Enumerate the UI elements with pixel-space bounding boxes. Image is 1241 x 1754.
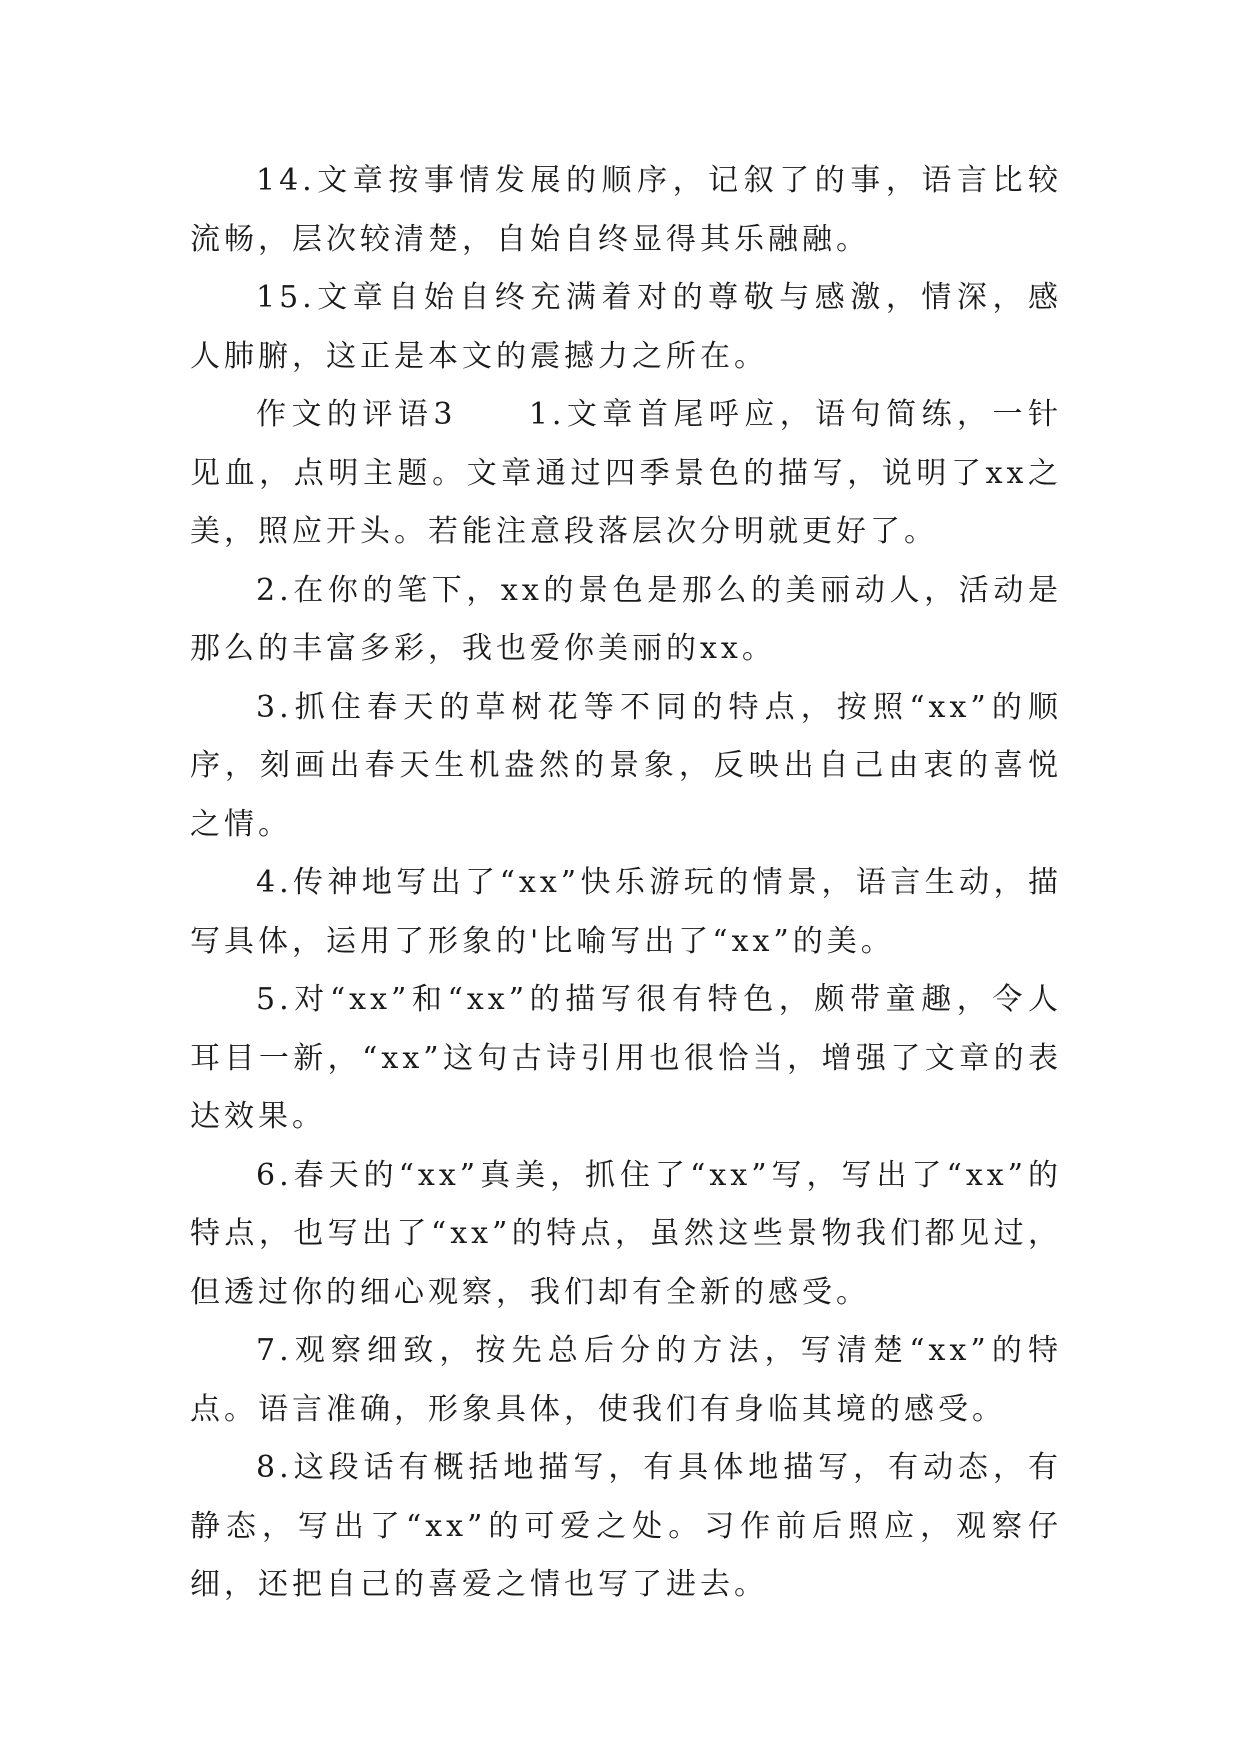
- document-body: [190, 152, 1062, 1615]
- paragraph-comment-7: 7.观察细致，按先总后分的方法，写清楚“xx”的特点。语言准确，形象具体，使我们有身临其境的感受。: [190, 1333, 1062, 1427]
- paragraph-section-3-comment-1: 作文的评语3 1.文章首尾呼应，语句简练，一针见血，点明主题。文章通过四季景色的描写，说明了xx之美，照应开头。若能注意段落层次分明就更好了。: [190, 397, 1062, 549]
- paragraph-comment-14: 14.文章按事情发展的顺序，记叙了的事，语言比较流畅，层次较清楚，自始自终显得其乐融融。: [190, 163, 1062, 257]
- paragraph-comment-15: 15.文章自始自终充满着对的尊敬与感激，情深，感人肺腑，这正是本文的震撼力之所在。: [190, 280, 1062, 374]
- paragraph-comment-4: 4.传神地写出了“xx”快乐游玩的情景，语言生动，描写具体，运用了形象的'比喻写出了“xx”的美。: [190, 865, 1062, 959]
- paragraph-comment-2: 2.在你的笔下，xx的景色是那么的美丽动人，活动是那么的丰富多彩，我也爱你美丽的xx。: [190, 572, 1062, 666]
- paragraph-comment-8: 8.这段话有概括地描写，有具体地描写，有动态，有静态，写出了“xx”的可爱之处。习作前后照应，观察仔细，还把自己的喜爱之情也写了进去。: [190, 1450, 1062, 1602]
- paragraph-comment-6: 6.春天的“xx”真美，抓住了“xx”写，写出了“xx”的特点，也写出了“xx”的特点，虽然这些景物我们都见过，但透过你的细心观察，我们却有全新的感受。: [190, 1157, 1062, 1310]
- paragraph-comment-5: 5.对“xx”和“xx”的描写很有特色，颇带童趣，令人耳目一新，“xx”这句古诗引用也很恰当，增强了文章的表达效果。: [190, 982, 1062, 1134]
- paragraph-comment-3: 3.抓住春天的草树花等不同的特点，按照“xx”的顺序，刻画出春天生机盎然的景象，反映出自己由衷的喜悦之情。: [190, 689, 1062, 842]
